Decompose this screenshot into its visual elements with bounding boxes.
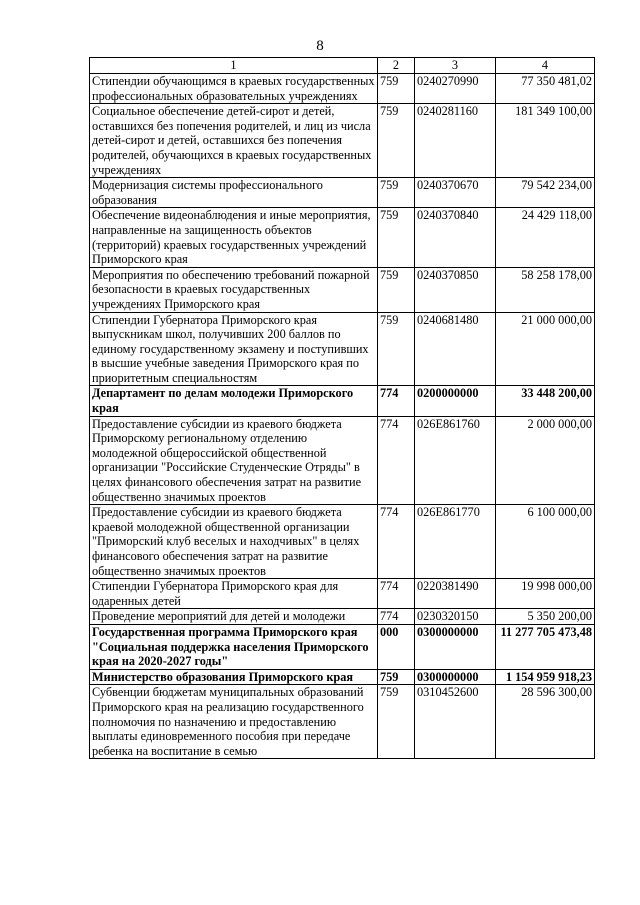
row-code: 774	[378, 579, 415, 609]
row-name: Проведение мероприятий для детей и молодежи	[90, 609, 378, 625]
row-name: Мероприятия по обеспечению требований пожарной безопасности в краевых государственных учреждениях Приморского края	[90, 267, 378, 312]
row-amount: 181 349 100,00	[496, 104, 595, 178]
row-code: 759	[378, 74, 415, 104]
row-name: Государственная программа Приморского края "Социальная поддержка населения Приморского края на 2020-2027 годы"	[90, 624, 378, 669]
row-amount: 6 100 000,00	[496, 505, 595, 579]
row-classification: 0240281160	[415, 104, 496, 178]
table-row	[90, 505, 595, 579]
row-classification: 0230320150	[415, 609, 496, 625]
row-classification: 0220381490	[415, 579, 496, 609]
table-row	[90, 208, 595, 267]
table-row	[90, 267, 595, 312]
page-number: 8	[316, 38, 324, 54]
row-amount: 77 350 481,02	[496, 74, 595, 104]
row-classification: 026E861760	[415, 416, 496, 505]
table-row	[90, 416, 595, 505]
row-classification: 0200000000	[415, 386, 496, 416]
row-code: 759	[378, 208, 415, 267]
row-classification: 0240270990	[415, 74, 496, 104]
row-name: Социальное обеспечение детей-сирот и детей, оставшихся без попечения родителей, и лиц из числа детей-сирот и детей, оставшихся без попечения родителей, обучающихся в краевых государственных учреждениях	[90, 104, 378, 178]
header-col-1: 1	[90, 58, 378, 74]
header-col-4: 4	[496, 58, 595, 74]
row-amount: 5 350 200,00	[496, 609, 595, 625]
row-code: 774	[378, 609, 415, 625]
row-classification: 0240370840	[415, 208, 496, 267]
row-code: 774	[378, 386, 415, 416]
row-name: Модернизация системы профессионального образования	[90, 178, 378, 208]
row-amount: 2 000 000,00	[496, 416, 595, 505]
row-code: 774	[378, 416, 415, 505]
table-row	[90, 386, 595, 416]
row-amount: 11 277 705 473,48	[496, 624, 595, 669]
row-code: 759	[378, 312, 415, 386]
table-body	[90, 74, 595, 759]
row-amount: 58 258 178,00	[496, 267, 595, 312]
row-code: 759	[378, 178, 415, 208]
row-name: Министерство образования Приморского края	[90, 669, 378, 685]
table-row	[90, 312, 595, 386]
row-name: Департамент по делам молодежи Приморского края	[90, 386, 378, 416]
row-name: Предоставление субсидии из краевого бюджета Приморскому региональному отделению молодежной общероссийской общественной организации "Российские Студенческие Отряды" в целях финансового обеспечения затрат на развитие общественно значимых проектов	[90, 416, 378, 505]
row-classification: 0300000000	[415, 624, 496, 669]
row-name: Субвенции бюджетам муниципальных образований Приморского края на реализацию государственного полномочия по назначению и предоставлению выплаты единовременного пособия при передаче ребенка на воспитание в семью	[90, 685, 378, 759]
table-row	[90, 624, 595, 669]
row-amount: 24 429 118,00	[496, 208, 595, 267]
row-classification: 0300000000	[415, 669, 496, 685]
row-code: 759	[378, 267, 415, 312]
row-classification: 0240370670	[415, 178, 496, 208]
table-row	[90, 74, 595, 104]
table-row	[90, 609, 595, 625]
row-classification: 026E861770	[415, 505, 496, 579]
row-name: Предоставление субсидии из краевого бюджета краевой молодежной общественной организации "Приморский клуб веселых и находчивых" в целях финансового обеспечения затрат на развитие общественно значимых проектов	[90, 505, 378, 579]
row-code: 759	[378, 669, 415, 685]
row-amount: 28 596 300,00	[496, 685, 595, 759]
budget-table	[89, 57, 595, 759]
header-col-2: 2	[378, 58, 415, 74]
row-classification: 0240370850	[415, 267, 496, 312]
table-row	[90, 579, 595, 609]
row-code: 774	[378, 505, 415, 579]
table-row	[90, 178, 595, 208]
row-name: Стипендии обучающимся в краевых государственных профессиональных образовательных учреждениях	[90, 74, 378, 104]
row-amount: 21 000 000,00	[496, 312, 595, 386]
row-amount: 79 542 234,00	[496, 178, 595, 208]
row-name: Стипендии Губернатора Приморского края выпускникам школ, получивших 200 баллов по единому государственному экзамену и поступивших в высшие учебные заведения Приморского края по приоритетным специальностям	[90, 312, 378, 386]
row-classification: 0240681480	[415, 312, 496, 386]
row-name: Обеспечение видеонаблюдения и иные мероприятия, направленные на защищенность объектов (территорий) краевых государственных учреждений Приморского края	[90, 208, 378, 267]
row-code: 759	[378, 685, 415, 759]
table-row	[90, 685, 595, 759]
row-amount: 19 998 000,00	[496, 579, 595, 609]
row-code: 759	[378, 104, 415, 178]
row-classification: 0310452600	[415, 685, 496, 759]
header-col-3: 3	[415, 58, 496, 74]
row-amount: 1 154 959 918,23	[496, 669, 595, 685]
row-amount: 33 448 200,00	[496, 386, 595, 416]
table-row	[90, 104, 595, 178]
row-name: Стипендии Губернатора Приморского края для одаренных детей	[90, 579, 378, 609]
table-row	[90, 669, 595, 685]
table-header-row	[90, 58, 595, 74]
row-code: 000	[378, 624, 415, 669]
